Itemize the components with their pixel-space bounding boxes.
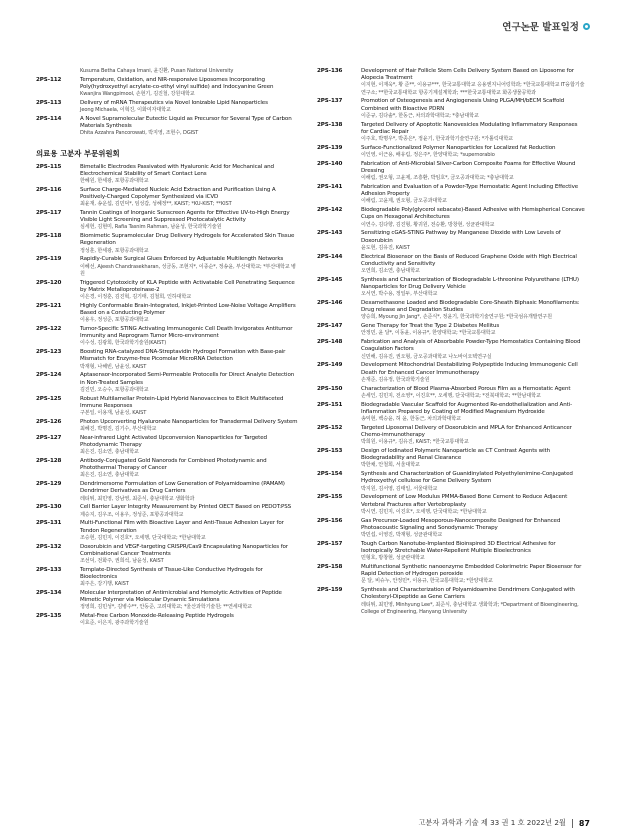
entry-code: 2PS-138 xyxy=(317,121,343,128)
entry-body xyxy=(361,448,585,470)
entry-authors: 윤도현, 김유진, KAIST xyxy=(361,244,410,251)
entry-body xyxy=(361,425,585,447)
entry-authors: 심세헌, 김현미, Rafia Tasnim Rahman, 남윤성, 한국과학기술원 xyxy=(80,224,222,231)
entry-title: Development of Hair Follicle Stem Cells Delivery System Based on Liposome for Alopecia Treatment xyxy=(361,68,574,82)
entry-body xyxy=(361,471,585,493)
abstract-entry xyxy=(317,230,585,252)
entry-body xyxy=(80,613,300,627)
header-title: 연구논문 발표일정 xyxy=(502,22,579,33)
abstract-entry xyxy=(36,590,300,612)
entry-code: 2PS-157 xyxy=(317,540,343,547)
entry-authors: 최윤재, 송운섭, 김민덕*, 임성갑, 성혜정**, KAIST; *KU-KIST; **KIST xyxy=(80,201,232,208)
abstract-entry xyxy=(36,613,300,627)
entry-title: Molecular Interpretation of Antimicrobial and Hemolytic Activities of Peptide Mimetic Polymer via Molecular Dynamic Simulations xyxy=(80,590,282,604)
right-column xyxy=(317,68,585,618)
entry-body xyxy=(361,161,585,183)
abstract-entry xyxy=(36,458,300,480)
entry-authors: 이수성, 김광희, 한국과학기술원(KAIST) xyxy=(80,340,167,347)
abstract-entry xyxy=(317,122,585,144)
entry-body xyxy=(80,419,300,433)
entry-authors: 이인영, 이근용, 배유림, 정은주*, 한양대학교; *supernorabio xyxy=(361,152,495,159)
footer-divider xyxy=(572,819,573,828)
entry-title: Synthesis and Characterization of Polyamidoamine Dendrimers Conjugated with Cholesteryl-Dipeptide as Gene Carriers xyxy=(361,587,575,601)
entry-code: 2PS-151 xyxy=(317,401,343,408)
abstract-entry xyxy=(36,164,300,186)
entry-code: 2PS-125 xyxy=(36,395,62,402)
entry-body xyxy=(361,541,585,563)
entry-body xyxy=(361,68,585,97)
entry-body xyxy=(80,187,300,209)
left-entry-list xyxy=(36,164,300,628)
entry-authors: Jeong Michaela, 이혁진, 이화여자대학교 xyxy=(80,107,171,114)
abstract-entry xyxy=(36,544,300,566)
abstract-entry xyxy=(317,145,585,159)
entry-code: 2PS-128 xyxy=(36,458,62,465)
abstract-entry xyxy=(36,349,300,371)
entry-title: Tannin Coatings of Inorganic Sunscreen Agents for Effective UV-to-High Energy Visible Light Screening and Suppressed Photocatalytic Activity xyxy=(80,210,290,224)
abstract-entry xyxy=(317,68,585,97)
entry-code: 2PS-148 xyxy=(317,339,343,346)
entry-title: Boosting RNA-catalyzed DNA-Streptavidin Hydrogel Formation with Base-pair Mismatch for Enzyme-free Picomolar MicroRNA Detection xyxy=(80,349,286,363)
entry-code: 2PS-136 xyxy=(317,68,343,74)
abstract-entry xyxy=(317,518,585,540)
entry-code: 2PS-112 xyxy=(36,76,62,83)
abstract-entry xyxy=(36,210,300,232)
entry-authors: 박지원, 김서영, 김태일, 서울대학교 xyxy=(361,485,438,492)
abstract-entry xyxy=(36,520,300,542)
abstract-entry xyxy=(317,425,585,447)
page-number: 87 xyxy=(578,818,590,828)
entry-code: 2PS-124 xyxy=(36,372,62,379)
entry-code: 2PS-120 xyxy=(36,279,62,286)
abstract-entry xyxy=(317,323,585,337)
entry-title: Biomimetic Supramolecular Drug Delivery Hydrogels for Accelerated Skin Tissue Regeneration xyxy=(80,233,295,247)
entry-authors: 손재준, 김유정, 한국과학기술원 xyxy=(361,376,430,383)
entry-title: Temperature, Oxidation, and NIR-responsive Liposomes Incorporating Poly(hydroxyethyl acrylate-co-ethyl vinyl sulfide) and Indocyanine Green xyxy=(80,76,274,90)
entry-code: 2PS-118 xyxy=(36,233,62,240)
entry-body xyxy=(80,68,300,75)
entry-code: 2PS-159 xyxy=(317,587,343,594)
page-header xyxy=(502,19,590,33)
abstract-entry xyxy=(36,280,300,302)
entry-authors: 이해림, 고윤제, 권오형, 금오공과대학교 xyxy=(361,198,447,205)
abstract-entry xyxy=(317,254,585,276)
entry-authors: 구본일, 이용재, 남윤성, KAIST xyxy=(80,410,147,417)
entry-authors: 양승희, Myoung Jin Jang*, 손준식*, 정윤기, 한국과학기술연구원; *한국섬유개발연구원 xyxy=(361,314,552,321)
entry-code: 2PS-129 xyxy=(36,481,62,488)
abstract-entry xyxy=(317,386,585,400)
entry-body xyxy=(80,458,300,480)
entry-code: 2PS-115 xyxy=(36,163,62,170)
entry-title: Bimetallic Electrodes Passivated with Hyaluronic Acid for Mechanical and Electrochemical Stability of Smart Contact Lens xyxy=(80,163,274,177)
entry-title: Design of Iodinated Polymeric Nanoparticle as CT Contrast Agents with Biodegradability and Renal Clearance xyxy=(361,448,550,462)
entry-authors: 송익현, 백승윤, 허 윤, 한동근, 차의과학대학교 xyxy=(361,416,461,423)
entry-body xyxy=(361,518,585,540)
entry-code: 2PS-126 xyxy=(36,418,62,425)
entry-code: 2PS-114 xyxy=(36,116,62,122)
abstract-entry xyxy=(36,303,300,325)
entry-title: Cell Barrier Layer Integrity Measurement by Printed OECT Based on PEDOT:PSS xyxy=(80,504,292,511)
entry-title: Promotion of Osteogenesis and Angiogenesis Using PLGA/MH/bECM Scaffold Combined with Bioactive PDRN xyxy=(361,98,565,112)
entry-authors: 이혜선, Ajeesh Chandrasekharan, 성금동, 조현지*, 이종순*, 정송윤, 부산대학교; *부산대학교 병원 xyxy=(80,263,296,277)
entry-authors: 이효준, 이은지, 광주과학기술원 xyxy=(80,620,149,627)
entry-title: Metal-Free Carbon Monoxide-Releasing Peptide Hydrogels xyxy=(80,613,234,620)
entry-authors: 레티튀, 최민영, Minhyung Lee*, 최준식, 충남대학교 생화학과; *Department of Bioengineering, College of Engineering, Hanyang University xyxy=(361,601,579,615)
abstract-entry xyxy=(36,372,300,394)
entry-authors: 박민섭, 이영진, 박재형, 성균관대학교 xyxy=(361,532,443,539)
entry-code: 2PS-154 xyxy=(317,471,343,478)
entry-title: Development of Low Modulus PMMA-Based Bone Cement to Reduce Adjacent Vertebral Fractures after Vertebroplasty xyxy=(361,494,568,508)
entry-authors: 오연희, 김소연, 충남대학교 xyxy=(361,268,420,275)
entry-body xyxy=(361,587,585,616)
footer-journal: 고분자 과학과 기술 제 33 권 1 호 2022년 2월 xyxy=(418,818,566,827)
entry-title: Surface-Functionalized Polymer Nanoparticles for Localized fat Reduction xyxy=(361,144,556,151)
entry-body xyxy=(80,435,300,457)
abstract-entry xyxy=(36,435,300,457)
entry-body xyxy=(361,184,585,206)
entry-body xyxy=(361,362,585,384)
entry-authors: 최은진, 김소연, 충남대학교 xyxy=(80,472,139,479)
entry-title: Targeted Liposomal Delivery of Doxorubicin and MPLA for Enhanced Anticancer Chemo-immunotherapy xyxy=(361,424,572,439)
right-entry-list xyxy=(317,68,585,616)
entry-code: 2PS-137 xyxy=(317,98,343,105)
abstract-entry xyxy=(317,277,585,299)
entry-title: Robust Multilamellar Protein-Lipid Hybrid Nanovaccines to Elicit Multifaceted Immune Responses xyxy=(80,395,284,409)
entry-authors: 박시연, 김민지, 이진호*, 오세행, 단국대학교; *한남대학교 xyxy=(361,508,487,515)
entry-code: 2PS-144 xyxy=(317,253,343,260)
abstract-entry xyxy=(36,256,300,278)
abstract-entry xyxy=(36,481,300,503)
entry-title: A Novel Supramolecular Eutectic Liquid as Precursor for Several Type of Carbon Materials Synthesis xyxy=(80,116,292,130)
entry-title: Biodegradable Poly(glycerol sebacate)-Based Adhesive with Hemispherical Concave Cups on Hexagonal Architectures xyxy=(361,207,585,221)
entry-body xyxy=(80,567,300,589)
abstract-entry xyxy=(317,587,585,616)
entry-body xyxy=(80,396,300,418)
entry-authors: 박한채, 안철희, 서울대학교 xyxy=(361,462,420,469)
abstract-entry xyxy=(36,396,300,418)
entry-code: 2PS-113 xyxy=(36,100,62,106)
page-footer xyxy=(418,818,590,828)
entry-authors: Dhita Azzahra Pancorowati, 박지영, 조현수, DGIST xyxy=(80,130,199,137)
entry-code: 2PS-130 xyxy=(36,504,62,511)
entry-title: Antibody-Conjugated Gold Nanorods for Combined Photodynamic and Photothermal Therapy of Cancer xyxy=(80,458,267,472)
abstract-entry xyxy=(36,116,300,138)
abstract-entry xyxy=(36,68,300,75)
entry-title: Fabrication and Analysis of Absorbable Powder-Type Hemostatics Containing Blood Coagulation Factors xyxy=(361,339,581,353)
entry-body xyxy=(361,254,585,276)
abstract-entry xyxy=(36,233,300,255)
entry-code: 2PS-123 xyxy=(36,349,62,356)
abstract-entry xyxy=(317,564,585,586)
entry-authors: 오서연, 박수용, 정일두, 부산대학교 xyxy=(361,291,438,298)
entry-code: 2PS-139 xyxy=(317,144,343,151)
entry-title: Rapidly-Curable Surgical Glues Enforced by Adjustable Multilength Networks xyxy=(80,256,284,263)
abstract-entry xyxy=(36,419,300,433)
entry-body xyxy=(361,98,585,120)
entry-body xyxy=(80,544,300,566)
abstract-entry xyxy=(317,184,585,206)
abstract-entry xyxy=(317,541,585,563)
entry-body xyxy=(80,372,300,394)
entry-authors: 문 달, 비슈누, 안정민*, 이용규, 한국교통대학교; *한양대학교 xyxy=(361,578,493,585)
entry-authors: 최은진, 김소연, 충남대학교 xyxy=(80,449,139,456)
entry-title: Triggered Cytotoxicity of KLA Peptide with Activatable Cell Penetrating Sequence by Matrix Metalloproteinase-2 xyxy=(80,279,295,293)
entry-body xyxy=(361,494,585,516)
entry-body xyxy=(80,520,300,542)
entry-code: 2PS-145 xyxy=(317,276,343,283)
entry-body xyxy=(80,481,300,503)
entry-authors: Kwanjira Wangpimool, 손현기, 김진철, 강원대학교 xyxy=(80,91,195,98)
entry-title: Surface Charge-Mediated Nucleic Acid Extraction and Purification Using A Positively-Charged Copolymer Synthesized via iCVD xyxy=(80,186,276,201)
entry-code: 2PS-143 xyxy=(317,230,343,237)
entry-code: 2PS-119 xyxy=(36,256,62,263)
entry-body xyxy=(80,504,300,518)
entry-title: Template-Directed Synthesis of Tissue-Like Conductive Hydrogels for Bioelectronics xyxy=(80,566,263,581)
entry-body xyxy=(80,349,300,371)
entry-title: Dendrimersome Formulation of Low Generation of Polyamidoamine (PAMAM) Dendrimer Derivatives as Drug Carriers xyxy=(80,481,285,495)
entry-code: 2PS-141 xyxy=(317,184,343,191)
entry-body xyxy=(361,564,585,586)
entry-title: Tough Carbon Nanotube-Implanted Bioinspired 3D Electrical Adhesive for Isotropically Stretchable Water-Repellent Multiple Bioelectronics xyxy=(361,540,556,555)
entry-code: 2PS-122 xyxy=(36,326,62,333)
entry-title: Tumor-Specific STING Activating Immunogenic Cell Death Invigorates Antitumor Immunity and Reprogram Tumor Micro-environment xyxy=(80,326,293,340)
left-column xyxy=(36,68,300,629)
abstract-entry xyxy=(317,448,585,470)
abstract-entry xyxy=(36,504,300,518)
entry-title: Synthesis and Characterization of Guanidinylated Polyethylenimine-Conjugated Hydroxyethyl cellulose for Gene Delivery System xyxy=(361,471,573,485)
entry-code: 2PS-156 xyxy=(317,517,343,524)
entry-authors: 최주은, 강기행, KAIST xyxy=(80,581,129,588)
entry-authors: 제승지, 김우조, 이용우, 정성준, 포항공과대학교 xyxy=(80,511,184,518)
abstract-entry xyxy=(317,300,585,322)
entry-title: Delivery of mRNA Therapeutics via Novel Ionizable Lipid Nanoparticles xyxy=(80,100,268,106)
entry-body xyxy=(80,590,300,612)
entry-code: 2PS-131 xyxy=(36,520,62,527)
entry-code: 2PS-127 xyxy=(36,434,62,441)
entry-title: Characterization of Blood Plasma-Absorbed Porous Film as a Hemostatic Agent xyxy=(361,385,571,392)
entry-body xyxy=(80,100,300,114)
entry-title: Near-infrared Light Activated Upconversion Nanoparticles for Targeted Photodynamic Therapy xyxy=(80,434,267,449)
entry-authors: 민형호, 방창현, 성균관대학교 xyxy=(361,555,425,562)
entry-code: 2PS-149 xyxy=(317,362,343,369)
entry-body xyxy=(80,303,300,325)
entry-code: 2PS-158 xyxy=(317,564,343,571)
entry-title: Photon Upconverting Hyaluronate Nanoparticles for Transdermal Delivery System xyxy=(80,418,298,425)
abstract-entry xyxy=(317,402,585,424)
entry-body xyxy=(361,300,585,322)
entry-title: Doxorubicin and VEGF-targeting CRISPR/Cas9 Encapsulating Nanoparticles for Combinational Cancer Treatments xyxy=(80,543,288,557)
entry-code: 2PS-152 xyxy=(317,424,343,431)
entry-code: 2PS-146 xyxy=(317,300,343,307)
entry-body xyxy=(80,280,300,302)
entry-authors: 안정민, 윤 달*, 이동윤, 이용규*, 한양대학교; *한국교통대학교 xyxy=(361,330,496,337)
entry-code: 2PS-140 xyxy=(317,160,343,167)
entry-title: Dexamethasone Loaded and Biodegradable Core-Sheath Biphasic Monofilaments: Drug release and Degradation Studies xyxy=(361,300,580,314)
entry-authors: 이지현, 이재욱*, 황 준**, 이용규***, 한국교통대학교 응용엔지니어링학과; *한국교통대학교 IT융합기술연구소; **한국교통대학교 항공기계설계학과; ***한국교통대학교 화공생물공학과 xyxy=(361,82,585,96)
entry-title: Highly Conformable Brain-Integrated, Inkjet-Printed Low-Noise Voltage Amplifiers Based on a Conducting Polymer xyxy=(80,302,296,317)
entry-authors: 한혜원, 한세광, 포항공과대학교 xyxy=(80,178,149,185)
abstract-entry xyxy=(317,362,585,384)
entry-code: 2PS-155 xyxy=(317,494,343,501)
entry-code: 2PS-153 xyxy=(317,448,343,455)
entry-body xyxy=(361,122,585,144)
abstract-entry xyxy=(317,471,585,493)
entry-code: 2PS-135 xyxy=(36,613,62,620)
entry-body xyxy=(361,207,585,229)
entry-authors: 조선덕, 전화주, 권희석, 남윤성, KAIST xyxy=(80,558,164,565)
entry-body xyxy=(361,386,585,400)
abstract-entry xyxy=(36,77,300,99)
entry-authors: 김진민, 오승수, 포항공과대학교 xyxy=(80,386,149,393)
entry-code: 2PS-142 xyxy=(317,207,343,214)
entry-body xyxy=(80,164,300,186)
entry-authors: 박재형, 나해빈, 남윤성, KAIST xyxy=(80,363,147,370)
abstract-entry xyxy=(36,100,300,114)
entry-authors: 최혜진, 박명진, 김기수, 부산대학교 xyxy=(80,426,157,433)
entry-authors: 이용우, 정성준, 포항공과대학교 xyxy=(80,317,149,324)
abstract-entry xyxy=(36,187,300,209)
entry-authors: 레티튀, 최민영, 강남영, 최준식, 충남대학교 생화학과 xyxy=(80,495,195,502)
entry-body xyxy=(361,277,585,299)
ring-icon xyxy=(583,23,590,30)
section-heading: 의료용 고분자 부문위원회 xyxy=(36,148,120,158)
entry-code: 2PS-133 xyxy=(36,566,62,573)
entry-code: 2PS-116 xyxy=(36,186,62,193)
entry-authors: 이주호, 박명우*, 박종은*, 정윤기, 한국과학기술연구원; *가톨릭대학교 xyxy=(361,136,513,143)
entry-title: Multifunctional Synthetic nanoenzyme Embedded Colorimetric Paper Biosensor for Rapid Detection of Hydrogen peroxide xyxy=(361,564,582,578)
entry-title: Fabrication of Anti-Microbial Silver-Carbon Composite Foams for Effective Wound Dressing xyxy=(361,160,576,175)
entry-title: Aptasensor-Incorporated Semi-Permeable Protocells for Direct Analyte Detection in Non-Treated Samples xyxy=(80,372,295,386)
abstract-entry xyxy=(36,567,300,589)
entry-body xyxy=(80,116,300,138)
entry-title: Gene Therapy for Treat the Type 2 Diabetes Mellitus xyxy=(361,323,500,330)
entry-body xyxy=(361,402,585,424)
entry-code: 2PS-147 xyxy=(317,323,343,330)
entry-body xyxy=(80,326,300,348)
entry-authors: 정영희, 김민성*, 김병수**, 안동준, 고려대학교; *울산과학기술원; **연세대학교 xyxy=(80,604,252,611)
entry-body xyxy=(361,230,585,252)
entry-authors: 정성훈, 한세광, 포항공과대학교 xyxy=(80,247,149,254)
entry-body xyxy=(80,210,300,232)
entry-title: Biodegradable Vascular Scaffold for Augmented Re-endothelialization and Anti-Inflammation Prepared by Coating of Modified Magnesium Hydroxide xyxy=(361,401,572,415)
entry-title: Synthesis and Characterization of Biodegradable L-threonine Polyurethane (LTHU) Nanoparticles for Drug Delivery Vehicle xyxy=(361,276,579,291)
entry-body xyxy=(361,339,585,361)
entry-title: Electrical Biosensor on the Basis of Reduced Graphene Oxide with High Electrical Conductivity and Sensitivity xyxy=(361,253,577,267)
abstract-entry xyxy=(317,339,585,361)
entry-authors: Kusuma Betha Cahaya Imani, 윤진환, Pusan National University xyxy=(80,68,234,74)
entry-title: Gas Precursor-Loaded Mesoporous-Nanocomposite Designed for Enhanced Photoacoustic Signaling and Sonodynamic Therapy xyxy=(361,517,561,531)
abstract-entry xyxy=(36,326,300,348)
entry-code: 2PS-150 xyxy=(317,385,343,392)
entry-authors: 이연수, 김다향, 김진형, 황귀원, 전승환, 방창현, 성균관대학교 xyxy=(361,221,495,228)
entry-authors: 이준규, 김다솔*, 한동근, 차의과학대학교; *충남대학교 xyxy=(361,112,479,119)
entry-body xyxy=(361,145,585,159)
entry-code: 2PS-121 xyxy=(36,302,62,309)
entry-title: Fabrication and Evaluation of a Powder-Type Hemostatic Agent Including Effective Adhesion Property xyxy=(361,184,579,198)
entry-title: Multi-Functional Film with Bioactive Layer and Anti-Tissue Adhesion Layer for Tendon Regeneration xyxy=(80,520,284,534)
entry-body xyxy=(80,256,300,278)
entry-body xyxy=(361,323,585,337)
abstract-entry xyxy=(317,98,585,120)
entry-code: 2PS-132 xyxy=(36,543,62,550)
entry-body xyxy=(80,233,300,255)
left-top-list xyxy=(36,68,300,138)
entry-title: Development Mitochondrial Destabilizing Polypeptide Inducing Immunogenic Cell Death for Enhanced Cancer Immunotherapy xyxy=(361,362,578,376)
entry-code: 2PS-134 xyxy=(36,590,62,597)
entry-authors: 이은경, 이정훈, 김진혁, 김기태, 김철희, 인하대학교 xyxy=(80,294,192,301)
abstract-entry xyxy=(317,161,585,183)
entry-title: Sensitizing cGAS-STING Pathway by Manganese Dioxide with Low Levels of Doxorubicin xyxy=(361,230,561,244)
entry-authors: 이해림, 권오형, 고윤제, 조흥환, 박임호*, 금오공과대학교; *충남대학교 xyxy=(361,175,514,182)
entry-code: 2PS-117 xyxy=(36,210,62,217)
entry-title: Targeted Delivery of Apoptotic Nanovesicles Modulating Inflammatory Responses for Cardiac Repair xyxy=(361,121,578,135)
abstract-entry xyxy=(317,207,585,229)
entry-authors: 박희원, 이용규*, 김유진, KAIST; *한국교통대학교 xyxy=(361,439,469,446)
abstract-entry xyxy=(317,494,585,516)
entry-authors: 신민해, 김유진, 권오형, 금오공과대학교 나노바이오텍연구실 xyxy=(361,353,492,360)
entry-body xyxy=(80,77,300,99)
entry-authors: 조승현, 김민지, 이진호*, 오세행, 단국대학교; *한남대학교 xyxy=(80,534,206,541)
entry-authors: 손세인, 김민지, 전소영*, 이진호**, 오세행, 단국대학교; *전북대학교; **한남대학교 xyxy=(361,392,541,399)
